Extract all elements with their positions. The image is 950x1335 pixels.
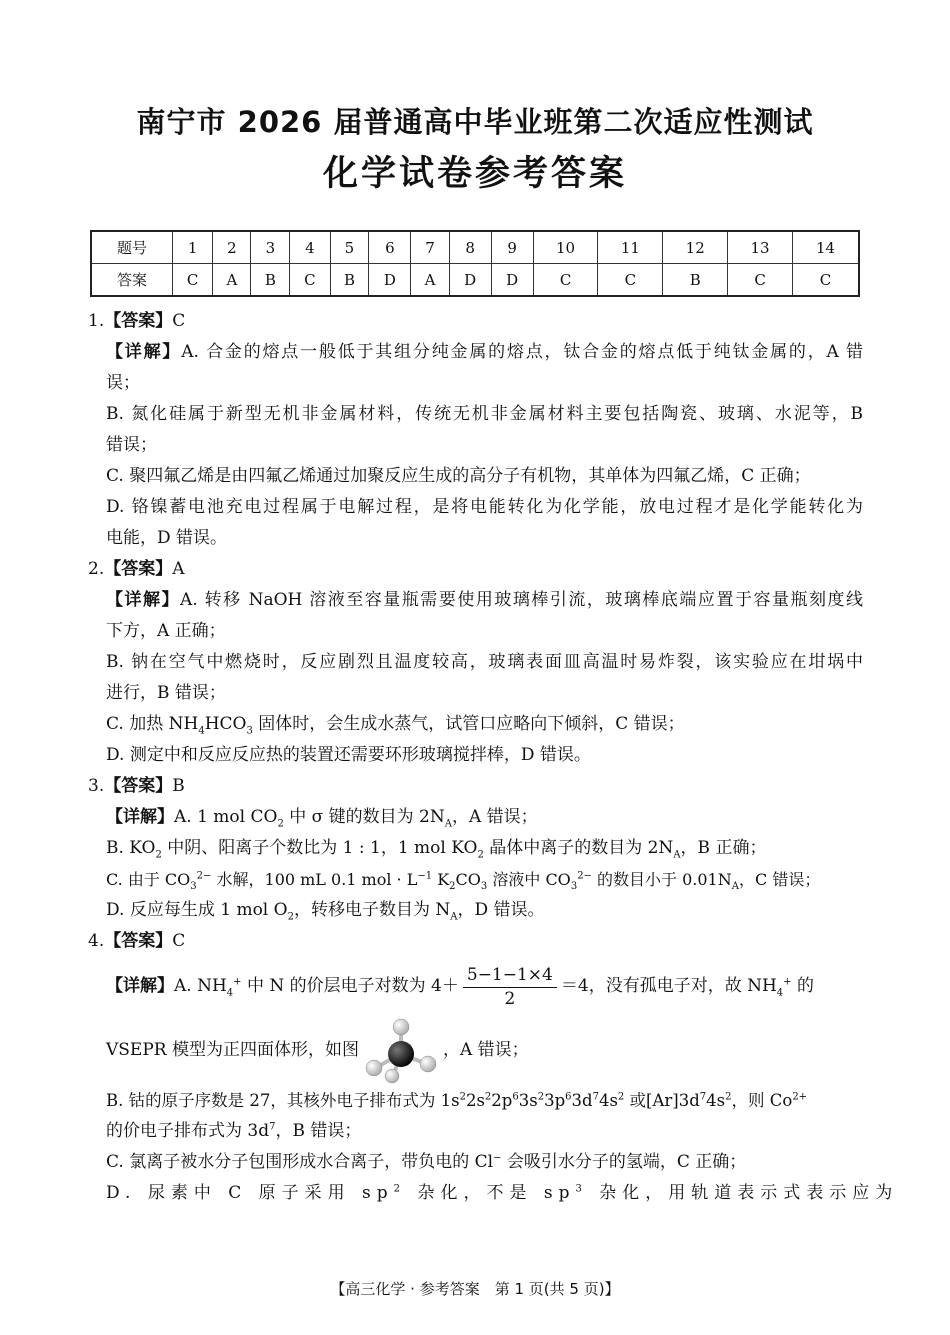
question-number-cell: 8 bbox=[449, 231, 491, 264]
q1-option-a: 【详解】A. 合金的熔点一般低于其组分纯金属的熔点，钛合金的熔点低于纯钛金属的，A 错 bbox=[106, 342, 864, 362]
page-footer: 【高三化学 · 参考答案 第 1 页(共 5 页)】 bbox=[330, 1280, 620, 1298]
q3-answer-line bbox=[88, 771, 863, 802]
fraction: $\frac{5-1-1\times 4}{2}$ bbox=[463, 963, 557, 1010]
answer-cell: C bbox=[173, 264, 213, 297]
answer-cell: C bbox=[533, 264, 598, 297]
detail-label: 【详解】 bbox=[106, 807, 174, 827]
answer-label: 【答案】 bbox=[104, 776, 173, 796]
q2-option-b: B. 钠在空气中燃烧时，反应剧烈且温度较高，玻璃表面皿高温时易炸裂，该实验应在坩埚中 bbox=[106, 652, 863, 672]
q2-answer-line bbox=[88, 554, 863, 585]
q2-option-b-cont: 进行，B 错误； bbox=[106, 683, 226, 703]
answer-cell: A bbox=[213, 264, 251, 297]
answer-cell: D bbox=[449, 264, 491, 297]
q4-option-b: B. 钴的原子序数是 27，其核外电子排布式为 $1s^22s^22p^63s^23p^63d^74s^2$ 或$[Ar]3d^74s^2$，则 $Co^{2+}$ bbox=[106, 1091, 808, 1110]
q3-option-d: D. 反应每生成 1 mol $O_2$，转移电子数目为 $N_A$，D 错误。 bbox=[106, 900, 545, 923]
q3-option-c: C. 由于 $CO_3^{2-}$ 水解，100 mL 0.1 mol · $L^{-1}$ $K_2CO_3$ 溶液中 $CO_3^{2-}$ 的数目小于 $0.01N_A$，C 错误； bbox=[106, 870, 821, 893]
answer-cell: B bbox=[330, 264, 369, 297]
row-label-answer: 答案 bbox=[91, 264, 173, 297]
answer-cell: B bbox=[663, 264, 728, 297]
q1-option-d: D. 铬镍蓄电池充电过程属于电解过程，是将电能转化为化学能，放电过程才是化学能转化为 bbox=[106, 497, 863, 517]
q2-option-a: 【详解】A. 转移 NaOH 溶液至容量瓶需要使用玻璃棒引流，玻璃棒底端应置于容量瓶刻度线 bbox=[106, 590, 864, 610]
explanations bbox=[88, 306, 899, 1209]
question-number-cell: 14 bbox=[792, 231, 859, 264]
question-number-cell: 3 bbox=[251, 231, 290, 264]
question-number-cell: 11 bbox=[598, 231, 663, 264]
page-title: 南宁市 2026 届普通高中毕业班第二次适应性测试 bbox=[136, 105, 814, 139]
q2-option-d: D. 测定中和反应反应热的装置还需要环形玻璃搅拌棒，D 错误。 bbox=[106, 745, 591, 765]
q3-option-a: 【详解】A. 1 mol $CO_2$ 中 σ 键的数目为 $2N_A$，A 错误； bbox=[106, 807, 538, 830]
q4-option-d: D. 尿素中 C 原子采用 $sp^2$ 杂化，不是 $sp^3$ 杂化，用轨道表示式表示应为 bbox=[106, 1183, 899, 1203]
row-label-question: 题号 bbox=[91, 231, 173, 264]
question-number-cell: 6 bbox=[369, 231, 411, 264]
q2-number: 2. bbox=[88, 559, 105, 579]
q4-vsepr-line: VSEPR 模型为正四面体形，如图 ，A 错误； bbox=[88, 1015, 863, 1085]
answer-cell: B bbox=[251, 264, 290, 297]
q3-answer: B bbox=[172, 776, 185, 796]
answer-cell: C bbox=[290, 264, 330, 297]
detail-label: 【详解】 bbox=[106, 976, 174, 996]
q2-answer: A bbox=[172, 559, 185, 579]
answer-table bbox=[90, 230, 860, 297]
answer-cell: C bbox=[728, 264, 793, 297]
q1-answer-line bbox=[88, 306, 863, 337]
q3-option-b: B. $KO_2$ 中阴、阳离子个数比为 1 : 1，1 mol $KO_2$ 晶体中离子的数目为 $2N_A$，B 正确； bbox=[106, 838, 767, 861]
q4-number: 4. bbox=[88, 931, 105, 951]
q4-answer: C bbox=[172, 931, 186, 951]
q2-option-c: C. 加热 $NH_4HCO_3$ 固体时，会生成水蒸气，试管口应略向下倾斜，C 错误； bbox=[106, 714, 685, 737]
question-number-cell: 12 bbox=[663, 231, 728, 264]
answer-cell: A bbox=[411, 264, 449, 297]
q4-answer-line bbox=[88, 926, 863, 957]
question-number-cell: 9 bbox=[491, 231, 533, 264]
q1-number: 1. bbox=[88, 311, 105, 331]
question-number-cell: 10 bbox=[533, 231, 598, 264]
answer-table-number-row bbox=[91, 231, 859, 264]
q1-option-a-cont: 误； bbox=[106, 373, 140, 393]
answer-cell: C bbox=[792, 264, 859, 297]
q3-number: 3. bbox=[88, 776, 105, 796]
q1-option-d-cont: 电能，D 错误。 bbox=[106, 528, 228, 548]
answer-cell: D bbox=[369, 264, 411, 297]
detail-label: 【详解】 bbox=[106, 590, 181, 610]
answer-label: 【答案】 bbox=[104, 559, 173, 579]
q1-answer: C bbox=[172, 311, 186, 331]
q1-option-c: C. 聚四氟乙烯是由四氟乙烯通过加聚反应生成的高分子有机物，其单体为四氟乙烯，C 正确； bbox=[106, 466, 811, 486]
answer-label: 【答案】 bbox=[104, 311, 173, 331]
q1-option-b: B. 氮化硅属于新型无机非金属材料，传统无机非金属材料主要包括陶瓷、玻璃、水泥等，B bbox=[106, 404, 863, 424]
q4-option-c: C. 氯离子被水分子包围形成水合离子，带负电的 Cl− 会吸引水分子的氢端，C 正确； bbox=[106, 1152, 747, 1172]
question-number-cell: 13 bbox=[728, 231, 793, 264]
detail-label: 【详解】 bbox=[106, 342, 182, 362]
question-number-cell: 7 bbox=[411, 231, 449, 264]
question-number-cell: 5 bbox=[330, 231, 369, 264]
question-number-cell: 1 bbox=[173, 231, 213, 264]
page-subtitle: 化学试卷参考答案 bbox=[322, 154, 627, 194]
question-number-cell: 4 bbox=[290, 231, 330, 264]
q4-option-b-cont: 的价电子排布式为 $3d^7$，B 错误； bbox=[106, 1121, 362, 1141]
q4-option-a: 【详解】A. $NH_4^+$ 中 N 的价层电子对数为 4＋ $\frac{5-1-1\times 4}{2}$ ＝4，没有孤电子对，故 $NH_4^+$ 的 bbox=[106, 965, 814, 1009]
question-number-cell: 2 bbox=[213, 231, 251, 264]
answer-cell: D bbox=[491, 264, 533, 297]
q1-option-b-cont: 错误； bbox=[106, 435, 157, 455]
answer-table-answer-row bbox=[91, 264, 859, 297]
q2-option-a-cont: 下方，A 正确； bbox=[106, 621, 226, 641]
answer-cell: C bbox=[598, 264, 663, 297]
tetrahedral-molecule-image bbox=[361, 1018, 441, 1084]
answer-label: 【答案】 bbox=[104, 931, 173, 951]
